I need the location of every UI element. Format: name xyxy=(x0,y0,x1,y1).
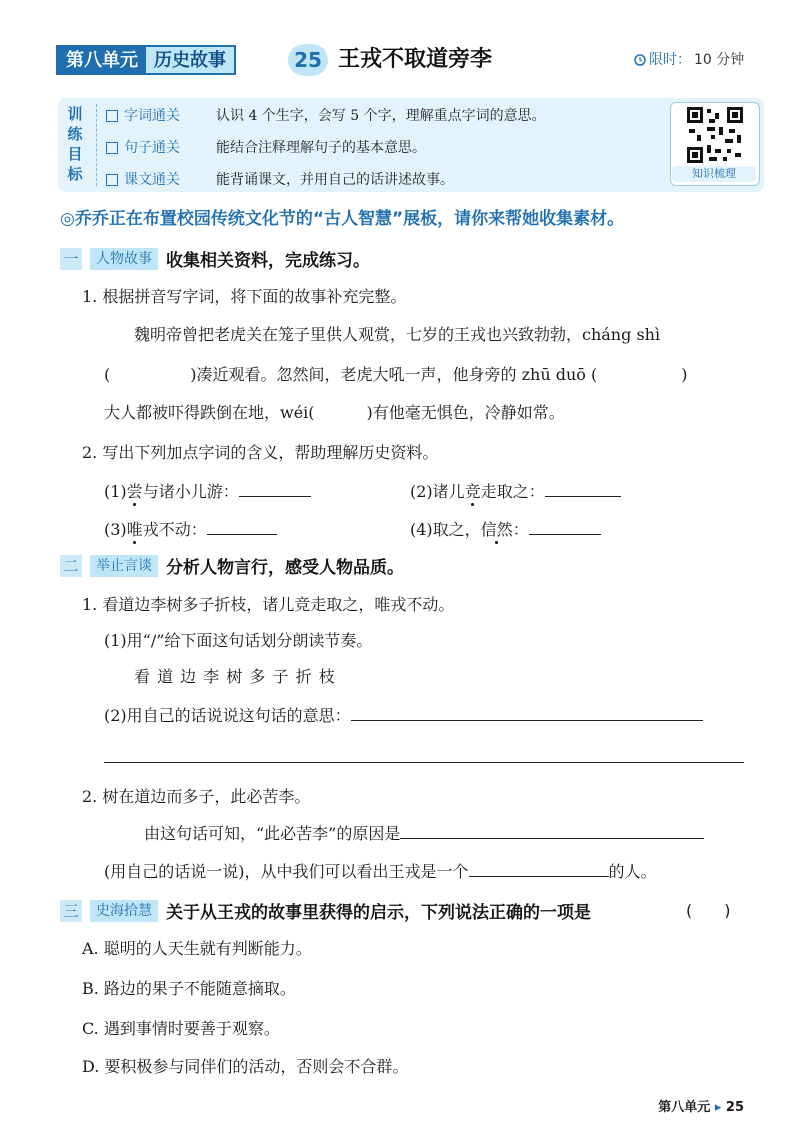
goal-item xyxy=(106,138,426,158)
vocab-pre: (4)取之， xyxy=(410,520,481,539)
vocab-pre: (1) xyxy=(104,482,127,501)
vocab-item xyxy=(410,516,601,543)
section-title: 关于从王戎的故事里获得的启示，下列说法正确的一项是 xyxy=(166,903,591,923)
qr-caption: 知识梳理 xyxy=(672,166,756,182)
answer-blank[interactable] xyxy=(400,820,704,839)
page-title: 王戎不取道旁李 xyxy=(338,47,493,72)
answer-blank[interactable] xyxy=(469,858,609,877)
question-prompt: 2. 写出下列加点字词的含义，帮助理解历史资料。 xyxy=(82,443,439,462)
page-number: 25 xyxy=(725,1100,744,1115)
answer-blank[interactable] xyxy=(110,362,190,380)
question-text: 由这句话可知，“此必苦李”的原因是 xyxy=(144,824,401,843)
goal-desc: 能背诵课文，并用自己的话讲述故事。 xyxy=(216,172,454,188)
section-tag: 史海拾慧 xyxy=(90,900,158,922)
story-line: 魏明帝曾把老虎关在笼子里供人观赏，七岁的王戎也兴致勃勃，cháng shì xyxy=(134,325,661,344)
goal-item xyxy=(106,170,454,190)
question-text: 的人。 xyxy=(608,862,657,881)
vocab-pre: (2)诸儿 xyxy=(410,482,465,501)
goals-label-char: 训 xyxy=(67,105,83,123)
vocab-item xyxy=(104,516,277,543)
section-title: 收集相关资料，完成练习。 xyxy=(166,251,370,271)
bracket-close: ) xyxy=(681,365,688,384)
question-text: (用自己的话说一说)，从中我们可以看出王戎是一个 xyxy=(104,862,469,881)
question-sub xyxy=(104,702,703,729)
section-number: 三 xyxy=(60,900,82,922)
goals-label xyxy=(66,104,84,184)
unit-badge xyxy=(56,45,236,75)
vocab-post: 走取之： xyxy=(480,482,545,501)
question-prompt: 1. 根据拼音写字词，将下面的故事补充完整。 xyxy=(82,287,407,306)
vocab-pre: (3) xyxy=(104,520,127,539)
goal-checkbox[interactable] xyxy=(106,174,118,186)
section-title: 分析人物言行，感受人物品质。 xyxy=(166,558,404,578)
rhythm-sentence: 看 道 边 李 树 多 子 折 枝 xyxy=(134,667,336,686)
answer-line[interactable] xyxy=(104,762,744,763)
story-text: )凑近观看。忽然间，老虎大吼一声，他身旁的 zhū duō ( xyxy=(190,365,598,384)
option-b[interactable]: B. 路边的果子不能随意摘取。 xyxy=(82,979,296,998)
vocab-post: 戎不动： xyxy=(142,520,207,539)
answer-blank[interactable] xyxy=(207,516,277,535)
question-sub: (1)用“/”给下面这句话划分朗读节奏。 xyxy=(104,631,373,650)
option-a[interactable]: A. 聪明的人天生就有判断能力。 xyxy=(82,939,312,958)
dotted-char: 竞 xyxy=(464,482,481,501)
section-header-1 xyxy=(60,246,370,271)
dotted-char: 唯 xyxy=(126,520,143,539)
bracket-open: ( xyxy=(104,365,111,384)
arrow-icon: ▸ xyxy=(714,1100,722,1115)
story-text: )有他毫无惧色，冷静如常。 xyxy=(366,403,565,422)
vocab-post: ： xyxy=(512,520,529,539)
goal-title: 字词通关 xyxy=(124,108,180,124)
story-line xyxy=(104,400,565,426)
lesson-number: 25 xyxy=(288,44,328,76)
story-line xyxy=(104,362,687,388)
section-number: 一 xyxy=(60,248,82,270)
answer-bracket[interactable]: ( ) xyxy=(686,901,731,920)
answer-blank[interactable] xyxy=(597,362,681,380)
goals-label-char: 练 xyxy=(67,125,83,143)
section-tag: 人物故事 xyxy=(90,248,158,270)
vocab-post: 与诸小儿游： xyxy=(142,482,239,501)
timer-label: 限时： xyxy=(649,52,691,68)
goal-desc: 认识 4 个生字，会写 5 个字，理解重点字词的意思。 xyxy=(216,108,546,124)
answer-blank[interactable] xyxy=(351,702,703,721)
page-footer xyxy=(658,1096,744,1115)
unit-label: 第八单元 xyxy=(58,47,146,73)
section-header-3 xyxy=(60,898,591,923)
answer-blank[interactable] xyxy=(545,478,621,497)
qr-code-icon xyxy=(685,105,745,165)
timer-value: 10 分钟 xyxy=(694,52,745,68)
goal-item xyxy=(106,106,546,126)
answer-blank[interactable] xyxy=(239,478,311,497)
question-line xyxy=(144,820,704,847)
goals-divider xyxy=(96,104,98,186)
goal-desc: 能结合注释理解句子的基本意思。 xyxy=(216,140,426,156)
section-number: 二 xyxy=(60,555,82,577)
answer-blank[interactable] xyxy=(529,516,601,535)
section-tag: 举止言谈 xyxy=(90,555,158,577)
dotted-char: 信然 xyxy=(480,520,513,539)
section-header-2 xyxy=(60,553,404,578)
unit-theme: 历史故事 xyxy=(146,47,234,73)
option-d[interactable]: D. 要积极参与同伴们的活动，否则会不合群。 xyxy=(82,1057,409,1076)
question-prompt: 2. 树在道边而多子，此必苦李。 xyxy=(82,787,311,806)
goals-label-char: 标 xyxy=(67,165,83,183)
story-text: 大人都被吓得跌倒在地，wéi( xyxy=(104,403,315,422)
goal-title: 句子通关 xyxy=(124,140,180,156)
question-prompt: 1. 看道边李树多子折枝，诸儿竞走取之，唯戎不动。 xyxy=(82,595,455,614)
goal-checkbox[interactable] xyxy=(106,142,118,154)
vocab-item xyxy=(104,478,311,505)
question-sub-text: (2)用自己的话说说这句话的意思： xyxy=(104,706,351,725)
goals-label-char: 目 xyxy=(67,145,83,163)
answer-blank[interactable] xyxy=(315,400,367,418)
option-c[interactable]: C. 遇到事情时要善于观察。 xyxy=(82,1019,280,1038)
dotted-char: 尝 xyxy=(126,482,143,501)
goal-checkbox[interactable] xyxy=(106,110,118,122)
clock-icon xyxy=(634,54,646,66)
question-line xyxy=(104,858,657,885)
timer xyxy=(634,50,744,70)
intro-text: ◎乔乔正在布置校园传统文化节的“古人智慧”展板，请你来帮她收集素材。 xyxy=(60,209,625,229)
goal-title: 课文通关 xyxy=(124,172,180,188)
vocab-item xyxy=(410,478,621,505)
footer-unit: 第八单元 xyxy=(658,1100,711,1115)
